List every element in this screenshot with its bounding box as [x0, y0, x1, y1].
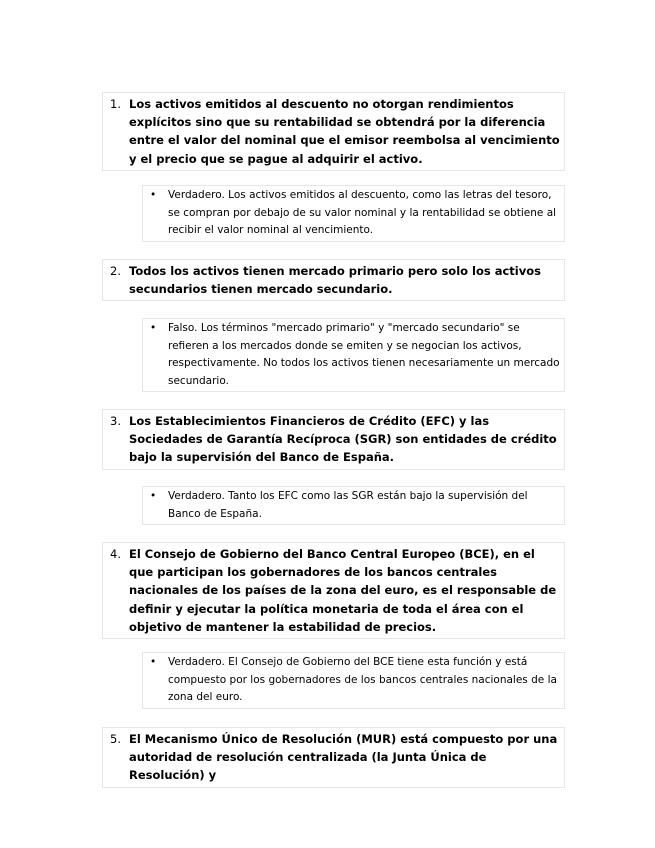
answer-text: Verdadero. Tanto los EFC como las SGR están bajo la supervisión del Banco de España.	[168, 490, 528, 520]
answer-4	[142, 652, 565, 709]
question-1	[102, 92, 565, 171]
answer-3	[142, 486, 565, 525]
bullet-icon: •	[150, 322, 157, 334]
answer-text: Falso. Los términos "mercado primario" y "mercado secundario" se refieren a los mercados donde se emiten y se negocian los activos, respectivamente. No todos los activos tienen necesariamente un mercado secundario.	[168, 322, 560, 387]
answer-text: Verdadero. El Consejo de Gobierno del BCE tiene esta función y está compuesto por los gobernadores de los bancos centrales nacionales de la zona del euro.	[168, 656, 557, 704]
question-number: 4.	[110, 547, 121, 561]
question-number: 1.	[110, 97, 121, 111]
bullet-icon: •	[150, 490, 157, 502]
answer-text: Verdadero. Los activos emitidos al descuento, como las letras del tesoro, se compran por debajo de su valor nominal y la rentabilidad se obtiene al recibir el valor nominal al vencimiento.	[168, 189, 557, 237]
question-text: Los activos emitidos al descuento no otorgan rendimientos explícitos sino que su rentabilidad se obtendrá por la diferencia entre el valor del nominal que el emisor reembolsa al vencimiento y el precio que se pague al adquirir el activo.	[129, 97, 560, 166]
question-text: Los Establecimientos Financieros de Crédito (EFC) y las Sociedades de Garantía Recíproca (SGR) son entidades de crédito bajo la supervisión del Banco de España.	[129, 414, 557, 465]
question-5	[102, 727, 565, 788]
question-text: El Mecanismo Único de Resolución (MUR) está compuesto por una autoridad de resolución centralizada (la Junta Única de Resolución) y	[129, 732, 558, 783]
answer-2	[142, 318, 565, 392]
question-number: 2.	[110, 264, 121, 278]
question-text: Todos los activos tienen mercado primario pero solo los activos secundarios tienen mercado secundario.	[129, 264, 541, 297]
question-number: 5.	[110, 732, 121, 746]
question-4	[102, 542, 565, 639]
question-number: 3.	[110, 414, 121, 428]
answer-1	[142, 185, 565, 242]
bullet-icon: •	[150, 656, 157, 668]
bullet-icon: •	[150, 189, 157, 201]
question-2	[102, 259, 565, 301]
question-3	[102, 409, 565, 470]
question-text: El Consejo de Gobierno del Banco Central Europeo (BCE), en el que participan los gobernadores de los bancos centrales nacionales de los países de la zona del euro, es el responsable de definir y ejecutar la política monetaria de toda el área con el objetivo de mantener la estabilidad de precios.	[129, 547, 557, 634]
